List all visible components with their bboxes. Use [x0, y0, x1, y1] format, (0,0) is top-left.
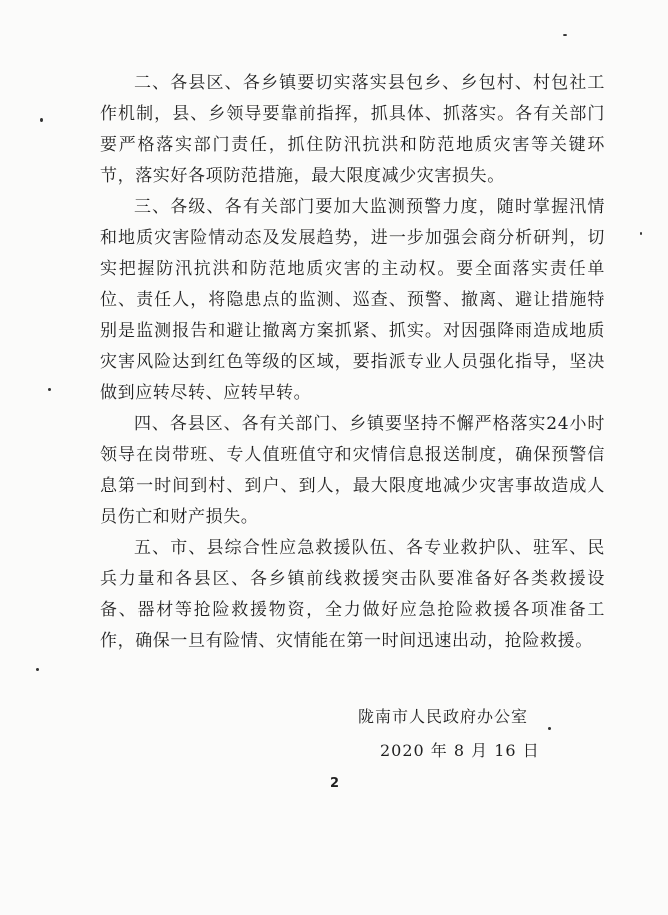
scan-speck	[36, 668, 39, 671]
paragraph-2: 二、各县区、各乡镇要切实落实县包乡、乡包村、村包社工作机制，县、乡领导要靠前指挥，抓具体、抓落实。各有关部门要严格落实部门责任，抓住防汛抗洪和防范地质灾害等关键环节，落实好各项防范措施，最大限度减少灾害损失。	[100, 73, 605, 186]
scan-speck	[40, 118, 43, 122]
paragraph-3: 三、各级、各有关部门要加大监测预警力度，随时掌握汛情和地质灾害险情动态及发展趋势，进一步加强会商分析研判，切实把握防汛抗洪和防范地质灾害的主动权。要全面落实责任单位、责任人，将隐患点的监测、巡查、预警、撤离、避让措施特别是监测报告和避让撤离方案抓紧、抓实。对因强降雨造成地质灾害风险达到红色等级的区域，要指派专业人员强化指导，坚决做到应转尽转、应转早转。	[100, 197, 605, 403]
page-number: 2	[330, 776, 340, 791]
scan-speck	[640, 232, 642, 235]
signature-date: 2020 年 8 月 16 日	[380, 741, 540, 760]
scan-speck	[48, 388, 51, 391]
document-body	[100, 68, 605, 657]
signature-organization: 陇南市人民政府办公室	[358, 707, 529, 726]
paragraph-4: 四、各县区、各有关部门、乡镇要坚持不懈严格落实24小时领导在岗带班、专人值班值守和灾情信息报送制度，确保预警信息第一时间到村、到户、到人，最大限度地减少灾害事故造成人员伤亡和财产损失。	[100, 414, 605, 527]
paragraph-5: 五、市、县综合性应急救援队伍、各专业救护队、驻军、民兵力量和各县区、各乡镇前线救援突击队要准备好各类救援设备、器材等抢险救援物资，全力做好应急抢险救援各项准备工作，确保一旦有险情、灾情能在第一时间迅速出动，抢险救援。	[100, 538, 605, 651]
scan-speck	[548, 727, 551, 730]
scan-speck	[563, 34, 567, 36]
